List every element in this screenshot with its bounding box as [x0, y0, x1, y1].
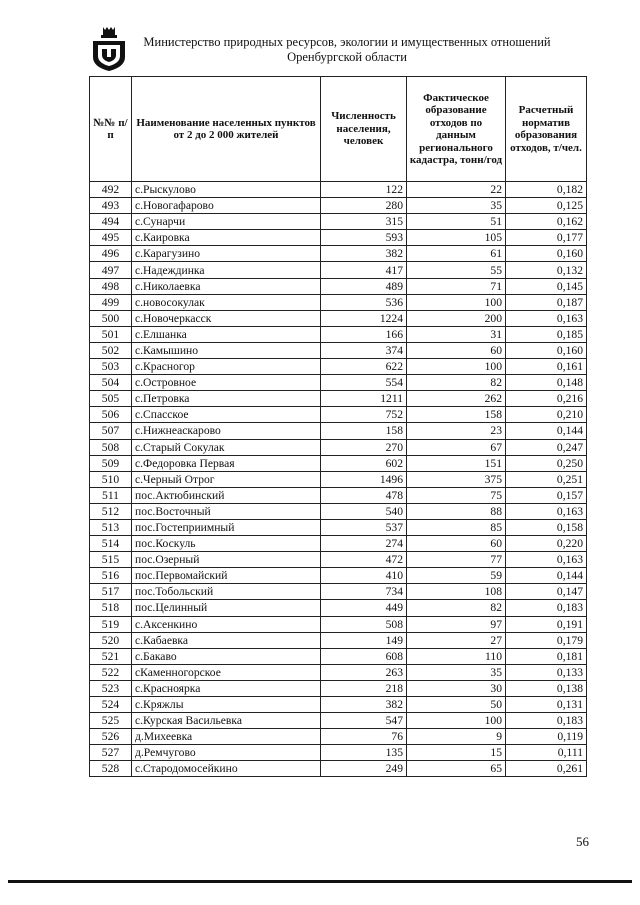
settlement-name: д.Ремчугово: [132, 745, 321, 761]
row-number: 528: [90, 761, 132, 777]
settlement-name: с.Сунарчи: [132, 214, 321, 230]
settlement-name: с.Петровка: [132, 391, 321, 407]
settlement-name: с.Надеждинка: [132, 262, 321, 278]
row-number: 522: [90, 664, 132, 680]
settlement-name: д.Михеевка: [132, 729, 321, 745]
population: 249: [321, 761, 407, 777]
waste-norm: 0,250: [506, 455, 587, 471]
row-number: 524: [90, 697, 132, 713]
population: 472: [321, 552, 407, 568]
table-row: [90, 680, 587, 696]
waste-norm: 0,144: [506, 568, 587, 584]
ministry-header: [132, 35, 562, 65]
table-row: [90, 568, 587, 584]
row-number: 502: [90, 342, 132, 358]
waste-norm: 0,138: [506, 680, 587, 696]
settlement-name: с.Стародомосейкино: [132, 761, 321, 777]
row-number: 494: [90, 214, 132, 230]
waste-norm: 0,179: [506, 632, 587, 648]
row-number: 514: [90, 536, 132, 552]
actual-waste: 23: [407, 423, 506, 439]
table-row: [90, 198, 587, 214]
row-number: 492: [90, 182, 132, 198]
settlement-name: с.Старый Сокулак: [132, 439, 321, 455]
population: 374: [321, 342, 407, 358]
row-number: 506: [90, 407, 132, 423]
actual-waste: 35: [407, 664, 506, 680]
waste-norm: 0,125: [506, 198, 587, 214]
waste-norm: 0,145: [506, 278, 587, 294]
table-row: [90, 616, 587, 632]
table-row: [90, 294, 587, 310]
waste-norm: 0,119: [506, 729, 587, 745]
actual-waste: 60: [407, 536, 506, 552]
table-row: [90, 600, 587, 616]
settlement-name: с.Кабаевка: [132, 632, 321, 648]
population: 608: [321, 648, 407, 664]
waste-norm: 0,177: [506, 230, 587, 246]
waste-norm: 0,147: [506, 584, 587, 600]
row-number: 517: [90, 584, 132, 600]
population: 166: [321, 326, 407, 342]
population: 158: [321, 423, 407, 439]
row-number: 501: [90, 326, 132, 342]
actual-waste: 50: [407, 697, 506, 713]
table-row: [90, 632, 587, 648]
row-number: 521: [90, 648, 132, 664]
actual-waste: 105: [407, 230, 506, 246]
row-number: 493: [90, 198, 132, 214]
table-row: [90, 230, 587, 246]
footer-divider: [8, 880, 632, 883]
settlement-name: с.Курская Васильевка: [132, 713, 321, 729]
waste-norm: 0,163: [506, 503, 587, 519]
table-row: [90, 648, 587, 664]
actual-waste: 88: [407, 503, 506, 519]
actual-waste: 262: [407, 391, 506, 407]
actual-waste: 77: [407, 552, 506, 568]
population: 752: [321, 407, 407, 423]
row-number: 516: [90, 568, 132, 584]
row-number: 510: [90, 471, 132, 487]
settlement-name: с.Бакаво: [132, 648, 321, 664]
actual-waste: 110: [407, 648, 506, 664]
actual-waste: 22: [407, 182, 506, 198]
table-row: [90, 455, 587, 471]
waste-norm: 0,160: [506, 342, 587, 358]
settlement-name: с.новосокулак: [132, 294, 321, 310]
actual-waste: 100: [407, 359, 506, 375]
population: 218: [321, 680, 407, 696]
coat-of-arms-icon: [92, 27, 126, 71]
actual-waste: 9: [407, 729, 506, 745]
row-number: 519: [90, 616, 132, 632]
waste-norm: 0,220: [506, 536, 587, 552]
actual-waste: 30: [407, 680, 506, 696]
waste-norm: 0,183: [506, 600, 587, 616]
settlement-name: с.Аксенкино: [132, 616, 321, 632]
row-number: 495: [90, 230, 132, 246]
column-header-settlement: Наименование населенных пунктов от 2 до 2 000 жителей: [132, 77, 321, 182]
settlement-name: с.Карагузино: [132, 246, 321, 262]
row-number: 509: [90, 455, 132, 471]
table-row: [90, 519, 587, 535]
row-number: 511: [90, 487, 132, 503]
actual-waste: 67: [407, 439, 506, 455]
row-number: 504: [90, 375, 132, 391]
row-number: 507: [90, 423, 132, 439]
settlement-name: с.Кряжлы: [132, 697, 321, 713]
actual-waste: 100: [407, 713, 506, 729]
row-number: 527: [90, 745, 132, 761]
settlement-name: с.Рыскулово: [132, 182, 321, 198]
row-number: 513: [90, 519, 132, 535]
population: 315: [321, 214, 407, 230]
waste-norm: 0,216: [506, 391, 587, 407]
waste-norm: 0,187: [506, 294, 587, 310]
population: 622: [321, 359, 407, 375]
actual-waste: 27: [407, 632, 506, 648]
table-row: [90, 439, 587, 455]
settlement-name: с.Николаевка: [132, 278, 321, 294]
settlement-name: пос.Восточный: [132, 503, 321, 519]
settlement-name: пос.Целинный: [132, 600, 321, 616]
actual-waste: 85: [407, 519, 506, 535]
settlement-name: сКаменногорское: [132, 664, 321, 680]
table-row: [90, 310, 587, 326]
table-row: [90, 423, 587, 439]
table-row: [90, 262, 587, 278]
population: 76: [321, 729, 407, 745]
row-number: 520: [90, 632, 132, 648]
row-number: 498: [90, 278, 132, 294]
waste-norm: 0,160: [506, 246, 587, 262]
table-row: [90, 713, 587, 729]
waste-norm: 0,191: [506, 616, 587, 632]
settlement-name: с.Красногор: [132, 359, 321, 375]
settlement-name: с.Новочеркасск: [132, 310, 321, 326]
actual-waste: 97: [407, 616, 506, 632]
actual-waste: 82: [407, 600, 506, 616]
table-row: [90, 745, 587, 761]
waste-norm: 0,133: [506, 664, 587, 680]
population: 274: [321, 536, 407, 552]
row-number: 515: [90, 552, 132, 568]
table-row: [90, 375, 587, 391]
population: 508: [321, 616, 407, 632]
row-number: 526: [90, 729, 132, 745]
population: 1211: [321, 391, 407, 407]
row-number: 496: [90, 246, 132, 262]
table-body: [90, 182, 587, 777]
settlement-name: пос.Тобольский: [132, 584, 321, 600]
row-number: 512: [90, 503, 132, 519]
table-header-row: [90, 77, 587, 182]
population: 122: [321, 182, 407, 198]
row-number: 503: [90, 359, 132, 375]
table-row: [90, 552, 587, 568]
settlement-name: с.Елшанка: [132, 326, 321, 342]
table-row: [90, 359, 587, 375]
waste-norm: 0,162: [506, 214, 587, 230]
settlements-waste-table: [89, 76, 587, 777]
population: 536: [321, 294, 407, 310]
waste-norm: 0,261: [506, 761, 587, 777]
population: 382: [321, 697, 407, 713]
column-header-population: Численность населения, человек: [321, 77, 407, 182]
waste-norm: 0,183: [506, 713, 587, 729]
settlement-name: с.Камышино: [132, 342, 321, 358]
waste-norm: 0,210: [506, 407, 587, 423]
actual-waste: 108: [407, 584, 506, 600]
settlement-name: с.Новогафарово: [132, 198, 321, 214]
region-name: Оренбургской области: [287, 50, 407, 64]
settlement-name: с.Красноярка: [132, 680, 321, 696]
waste-norm: 0,132: [506, 262, 587, 278]
table-row: [90, 664, 587, 680]
waste-norm: 0,163: [506, 310, 587, 326]
table-row: [90, 729, 587, 745]
waste-norm: 0,251: [506, 471, 587, 487]
row-number: 525: [90, 713, 132, 729]
row-number: 499: [90, 294, 132, 310]
population: 489: [321, 278, 407, 294]
table-row: [90, 471, 587, 487]
actual-waste: 55: [407, 262, 506, 278]
settlement-name: пос.Коскуль: [132, 536, 321, 552]
table-row: [90, 391, 587, 407]
settlement-name: с.Спасское: [132, 407, 321, 423]
column-header-actual-waste: Фактическое образование отходов по данным регионального кадастра, тонн/год: [407, 77, 506, 182]
population: 149: [321, 632, 407, 648]
waste-norm: 0,185: [506, 326, 587, 342]
row-number: 505: [90, 391, 132, 407]
table-row: [90, 584, 587, 600]
actual-waste: 71: [407, 278, 506, 294]
table-row: [90, 182, 587, 198]
column-header-norm: Расчетный норматив образования отходов, т/чел.: [506, 77, 587, 182]
waste-norm: 0,111: [506, 745, 587, 761]
table-row: [90, 278, 587, 294]
actual-waste: 35: [407, 198, 506, 214]
table-row: [90, 536, 587, 552]
table-row: [90, 503, 587, 519]
settlement-name: пос.Первомайский: [132, 568, 321, 584]
waste-norm: 0,158: [506, 519, 587, 535]
population: 537: [321, 519, 407, 535]
population: 734: [321, 584, 407, 600]
settlement-name: с.Федоровка Первая: [132, 455, 321, 471]
waste-norm: 0,161: [506, 359, 587, 375]
actual-waste: 158: [407, 407, 506, 423]
population: 410: [321, 568, 407, 584]
settlement-name: пос.Актюбинский: [132, 487, 321, 503]
actual-waste: 60: [407, 342, 506, 358]
settlement-name: с.Черный Отрог: [132, 471, 321, 487]
actual-waste: 75: [407, 487, 506, 503]
actual-waste: 51: [407, 214, 506, 230]
actual-waste: 200: [407, 310, 506, 326]
population: 263: [321, 664, 407, 680]
population: 593: [321, 230, 407, 246]
waste-norm: 0,247: [506, 439, 587, 455]
row-number: 500: [90, 310, 132, 326]
waste-norm: 0,163: [506, 552, 587, 568]
population: 449: [321, 600, 407, 616]
population: 478: [321, 487, 407, 503]
table-row: [90, 697, 587, 713]
row-number: 497: [90, 262, 132, 278]
population: 280: [321, 198, 407, 214]
actual-waste: 65: [407, 761, 506, 777]
actual-waste: 59: [407, 568, 506, 584]
row-number: 508: [90, 439, 132, 455]
table-row: [90, 407, 587, 423]
population: 1496: [321, 471, 407, 487]
waste-norm: 0,131: [506, 697, 587, 713]
table-row: [90, 342, 587, 358]
population: 602: [321, 455, 407, 471]
row-number: 523: [90, 680, 132, 696]
row-number: 518: [90, 600, 132, 616]
waste-norm: 0,148: [506, 375, 587, 391]
table-row: [90, 214, 587, 230]
table-row: [90, 326, 587, 342]
population: 1224: [321, 310, 407, 326]
table-row: [90, 246, 587, 262]
population: 135: [321, 745, 407, 761]
ministry-name: Министерство природных ресурсов, экологии и имущественных отношений: [143, 35, 551, 49]
waste-norm: 0,157: [506, 487, 587, 503]
actual-waste: 100: [407, 294, 506, 310]
population: 547: [321, 713, 407, 729]
actual-waste: 375: [407, 471, 506, 487]
settlement-name: с.Островное: [132, 375, 321, 391]
waste-norm: 0,144: [506, 423, 587, 439]
population: 540: [321, 503, 407, 519]
actual-waste: 15: [407, 745, 506, 761]
settlement-name: пос.Озерный: [132, 552, 321, 568]
population: 554: [321, 375, 407, 391]
actual-waste: 31: [407, 326, 506, 342]
page-number: 56: [576, 834, 589, 849]
settlement-name: пос.Гостеприимный: [132, 519, 321, 535]
waste-norm: 0,182: [506, 182, 587, 198]
waste-norm: 0,181: [506, 648, 587, 664]
population: 417: [321, 262, 407, 278]
table-row: [90, 761, 587, 777]
actual-waste: 61: [407, 246, 506, 262]
actual-waste: 82: [407, 375, 506, 391]
population: 270: [321, 439, 407, 455]
column-header-number: №№ п/п: [90, 77, 132, 182]
actual-waste: 151: [407, 455, 506, 471]
table-row: [90, 487, 587, 503]
settlement-name: с.Каировка: [132, 230, 321, 246]
population: 382: [321, 246, 407, 262]
settlement-name: с.Нижнеаскарово: [132, 423, 321, 439]
